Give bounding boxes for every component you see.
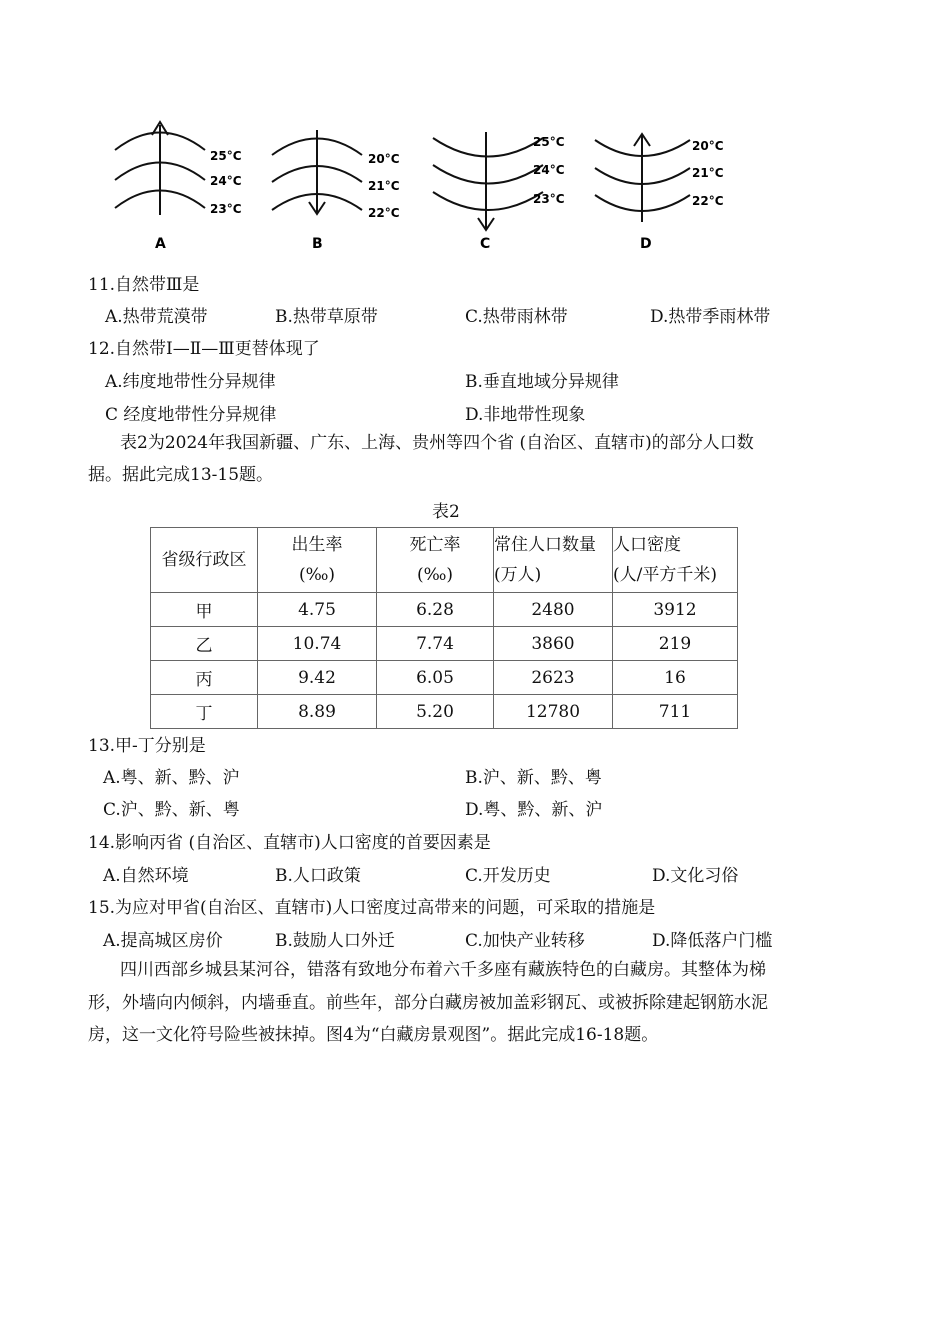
cell-birth-rate: 4.75 — [258, 593, 377, 627]
cell-density: 16 — [613, 661, 738, 695]
population-table — [150, 527, 738, 729]
cell-death-rate: 7.74 — [377, 627, 494, 661]
isotherm-label: 24°C — [533, 163, 565, 177]
header-density: 人口密度 (人/平方千米) — [613, 528, 738, 593]
diagram-label: A — [155, 236, 166, 252]
isotherm-curve — [433, 165, 543, 184]
cell-region: 丙 — [151, 661, 258, 695]
q12-option-c[interactable]: C 经度地带性分异规律 — [105, 405, 277, 425]
q11-option-a[interactable]: A.热带荒漠带 — [105, 307, 208, 327]
isotherm-label: 21°C — [368, 179, 400, 193]
q11-option-d[interactable]: D.热带季雨林带 — [650, 307, 771, 327]
q15-option-b[interactable]: B.鼓励人口外迁 — [275, 931, 395, 951]
isotherm-label: 22°C — [368, 206, 400, 220]
cell-region: 乙 — [151, 627, 258, 661]
diagram-label: C — [480, 236, 491, 252]
isotherm-label: 20°C — [692, 139, 724, 153]
cell-death-rate: 6.05 — [377, 661, 494, 695]
q14-option-c[interactable]: C.开发历史 — [465, 866, 551, 886]
table-row — [151, 661, 738, 695]
diagram-label: D — [640, 236, 652, 252]
cell-birth-rate: 10.74 — [258, 627, 377, 661]
q13-option-d[interactable]: D.粤、黔、新、沪 — [465, 800, 603, 820]
cell-density: 3912 — [613, 593, 738, 627]
isotherm-label: 25°C — [210, 149, 242, 163]
cell-density: 711 — [613, 695, 738, 729]
q14-option-d[interactable]: D.文化习俗 — [652, 866, 739, 886]
q15-stem: 15.为应对甲省(自治区、直辖市)人口密度过高带来的问题，可采取的措施是 — [88, 898, 656, 918]
q15-option-c[interactable]: C.加快产业转移 — [465, 931, 585, 951]
isotherm-diagrams — [100, 110, 780, 260]
table-intro-line2: 据。据此完成13-15题。 — [88, 465, 274, 485]
q11-option-c[interactable]: C.热带雨林带 — [465, 307, 568, 327]
table-row — [151, 593, 738, 627]
diagram-d — [595, 134, 724, 252]
table-intro-line1: 表2为2024年我国新疆、广东、上海、贵州等四个省 (自治区、直辖市)的部分人口数 — [120, 433, 754, 453]
diagram-label: B — [312, 236, 323, 252]
house-intro-line2: 形，外墙向内倾斜，内墙垂直。前些年，部分白藏房被加盖彩钢瓦、或被拆除建起钢筋水泥 — [88, 993, 768, 1013]
table-row — [151, 695, 738, 729]
q15-option-d[interactable]: D.降低落户门槛 — [652, 931, 773, 951]
diagram-c — [433, 132, 565, 252]
table-row — [151, 627, 738, 661]
diagram-a — [115, 122, 242, 252]
q14-option-a[interactable]: A.自然环境 — [103, 866, 189, 886]
q11-stem: 11.自然带Ⅲ是 — [88, 275, 200, 295]
isotherm-label: 21°C — [692, 166, 724, 180]
header-population: 常住人口数量 (万人) — [494, 528, 613, 593]
q13-option-a[interactable]: A.粤、新、黔、沪 — [103, 768, 240, 788]
isotherm-label: 24°C — [210, 174, 242, 188]
cell-population: 2480 — [494, 593, 613, 627]
cell-death-rate: 6.28 — [377, 593, 494, 627]
q11-option-b[interactable]: B.热带草原带 — [275, 307, 378, 327]
isotherm-curve — [433, 138, 543, 157]
cell-region: 甲 — [151, 593, 258, 627]
isotherm-label: 22°C — [692, 194, 724, 208]
isotherm-label: 23°C — [533, 192, 565, 206]
house-intro-line3: 房，这一文化符号险些被抹掉。图4为“白藏房景观图”。据此完成16-18题。 — [88, 1025, 659, 1045]
cell-birth-rate: 9.42 — [258, 661, 377, 695]
house-intro-line1: 四川西部乡城县某河谷，错落有致地分布着六千多座有藏族特色的白藏房。其整体为梯 — [120, 960, 766, 980]
cell-population: 2623 — [494, 661, 613, 695]
isotherm-label: 20°C — [368, 152, 400, 166]
cell-density: 219 — [613, 627, 738, 661]
cell-birth-rate: 8.89 — [258, 695, 377, 729]
q13-option-b[interactable]: B.沪、新、黔、粤 — [465, 768, 602, 788]
q12-option-d[interactable]: D.非地带性现象 — [465, 405, 586, 425]
cell-region: 丁 — [151, 695, 258, 729]
q12-option-a[interactable]: A.纬度地带性分异规律 — [105, 372, 276, 392]
isotherm-curve — [433, 192, 543, 210]
q15-option-a[interactable]: A.提高城区房价 — [103, 931, 223, 951]
q14-stem: 14.影响丙省 (自治区、直辖市)人口密度的首要因素是 — [88, 833, 491, 853]
isotherm-label: 25°C — [533, 135, 565, 149]
header-birth-rate: 出生率 (‰) — [258, 528, 377, 593]
table-header-row — [151, 528, 738, 593]
q12-stem: 12.自然带Ⅰ—Ⅱ—Ⅲ更替体现了 — [88, 339, 320, 359]
cell-population: 12780 — [494, 695, 613, 729]
header-region: 省级行政区 — [151, 528, 258, 593]
isotherm-label: 23°C — [210, 202, 242, 216]
q13-option-c[interactable]: C.沪、黔、新、粤 — [103, 800, 240, 820]
q13-stem: 13.甲-丁分别是 — [88, 736, 206, 756]
q14-option-b[interactable]: B.人口政策 — [275, 866, 361, 886]
table-caption: 表2 — [432, 502, 460, 522]
q12-option-b[interactable]: B.垂直地域分异规律 — [465, 372, 619, 392]
cell-population: 3860 — [494, 627, 613, 661]
diagram-b — [272, 130, 400, 252]
cell-death-rate: 5.20 — [377, 695, 494, 729]
header-death-rate: 死亡率 (‰) — [377, 528, 494, 593]
